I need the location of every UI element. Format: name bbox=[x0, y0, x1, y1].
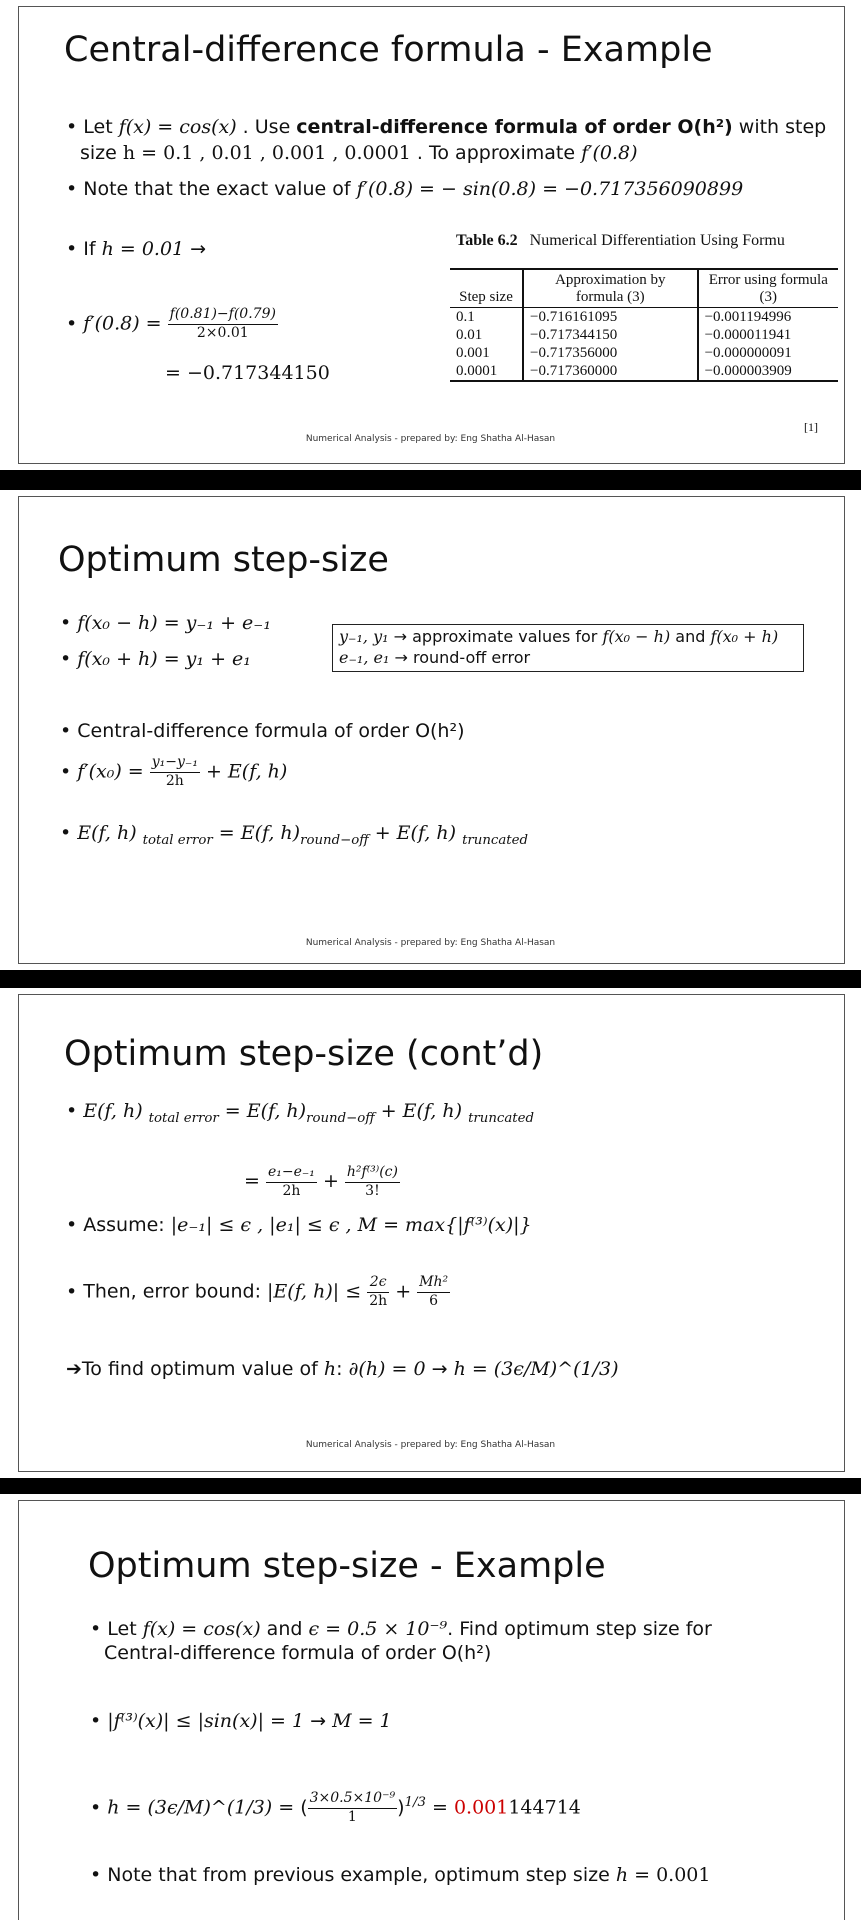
bullet-error-decomposition: • E(f, h) $_{total error}$ = E(f, $h)_{round-off} + E(f$, h) $_{truncated}$ bbox=[66, 1100, 534, 1127]
bullet-error-bound: • Then, error bound: |E(f, h)| ≤ $\frac{2\epsilon}{2h}$ + $\frac{\text{Mh²}}{6}$ bbox=[66, 1274, 450, 1310]
eq-f-plus: • f(x₀ + h) = y₁ + e₁ bbox=[60, 648, 251, 672]
table-header: Error using formula (3) bbox=[698, 269, 838, 308]
slide-title: Optimum step-size - Example bbox=[88, 1546, 606, 1586]
slide-2 bbox=[0, 490, 861, 970]
bullet-note: • Note that from previous example, optimum step size h = 0.001 bbox=[90, 1864, 710, 1888]
table-header: Approximation by formula (3) bbox=[523, 269, 698, 308]
definition-line-2: e₋₁, e₁ → round-off error bbox=[339, 647, 531, 667]
differentiation-table bbox=[450, 268, 838, 382]
slide-title: Optimum step-size bbox=[58, 540, 389, 580]
bullet-third-derivative: • |f⁽³⁾(x)| ≤ |sin(x)| = 1 → M = 1 bbox=[90, 1710, 392, 1734]
bullet-let: • Let f(x) = cos(x) . Use central-difference formula of order O(h²) with step bbox=[66, 116, 826, 140]
table-caption: Table 6.2 Numerical Differentiation Using Formu bbox=[456, 232, 785, 249]
bullet-exact-value: • Note that the exact value of f′(0.8) = − sin(0.8) = −0.717356090899 bbox=[66, 178, 743, 202]
h-optimum-leading: 0.001 bbox=[453, 1796, 509, 1819]
bullet-let-line2: Central-difference formula of order O(h²) bbox=[104, 1642, 492, 1664]
bullet-h-calc: • h = (3ϵ/M)^(1/3) = ( $\frac{\text{3×0.5×10⁻⁹}}{1}$ )$^{1/3}$ = 0.001144714 bbox=[90, 1790, 581, 1826]
slide-4 bbox=[0, 1494, 861, 1920]
slide-3 bbox=[0, 988, 861, 1478]
bullet-let: • Let f(x) = cos(x) and ϵ = 0.5 × 10⁻⁹. Find optimum step size for bbox=[90, 1618, 712, 1642]
bullet-if-h: • If h = 0.01 → bbox=[66, 238, 206, 262]
slide-footer: Numerical Analysis - prepared by: Eng Shatha Al-Hasan bbox=[305, 1440, 556, 1450]
bullet-central-formula: • f′(x₀) = $\frac{\text{y₁−y₋₁}}{2h}$ + E(f, h) bbox=[60, 754, 287, 790]
slide-footer: Numerical Analysis - prepared by: Eng Shatha Al-Hasan bbox=[305, 434, 556, 444]
bullet-order: • Central-difference formula of order O(h²) bbox=[60, 720, 465, 744]
derivative-result: = −0.717344150 bbox=[165, 362, 330, 384]
slide-1 bbox=[0, 0, 861, 470]
slide-title: Optimum step-size (cont’d) bbox=[64, 1034, 544, 1074]
reference-marker: [1] bbox=[804, 420, 818, 434]
bullet-derivative-calc: • f′(0.8) = $\frac{f(0.81)-f(0.79)}{2\times 0.01}$ bbox=[66, 306, 278, 342]
bullet-assume: • Assume: |e₋₁| ≤ ϵ , |e₁| ≤ ϵ , M = max{|f⁽³⁾(x)|} bbox=[66, 1214, 532, 1238]
optimum-h-statement: ➔To find optimum value of h: ∂(h) = 0 → h = (3ϵ/M)^(1/3) bbox=[66, 1358, 619, 1380]
eq-f-minus: • f(x₀ − h) = y₋₁ + e₋₁ bbox=[60, 612, 271, 636]
table-row: 0.001 −0.717356000 −0.000000091 bbox=[450, 344, 838, 362]
slide-footer: Numerical Analysis - prepared by: Eng Shatha Al-Hasan bbox=[305, 938, 556, 948]
definition-box bbox=[332, 624, 804, 672]
table-header: Step size bbox=[459, 288, 513, 305]
table-row: 0.01 −0.717344150 −0.000011941 bbox=[450, 326, 838, 344]
bullet-error-decomposition: • E(f, h) $_{total error}$ = E(f, $h)_{round-off} + E(f$, h) $_{truncated}$ bbox=[60, 822, 528, 849]
bullet-let-line2: size h = 0.1 , 0.01 , 0.001 , 0.0001 . To approximate f′(0.8) bbox=[80, 142, 638, 164]
table-row: 0.0001 −0.717360000 −0.000003909 bbox=[450, 362, 838, 381]
error-expansion: = $\frac{\text{e₁−e₋₁}}{2h}$ + $\frac{\text{h²f⁽³⁾(c)}}{3!}$ bbox=[244, 1164, 398, 1199]
definition-line-1: y₋₁, y₁ → approximate values for f(x₀ − h) and f(x₀ + h) bbox=[339, 627, 779, 646]
slide-title: Central-difference formula - Example bbox=[64, 30, 713, 70]
table-row: 0.1 −0.716161095 −0.001194996 bbox=[450, 308, 838, 327]
